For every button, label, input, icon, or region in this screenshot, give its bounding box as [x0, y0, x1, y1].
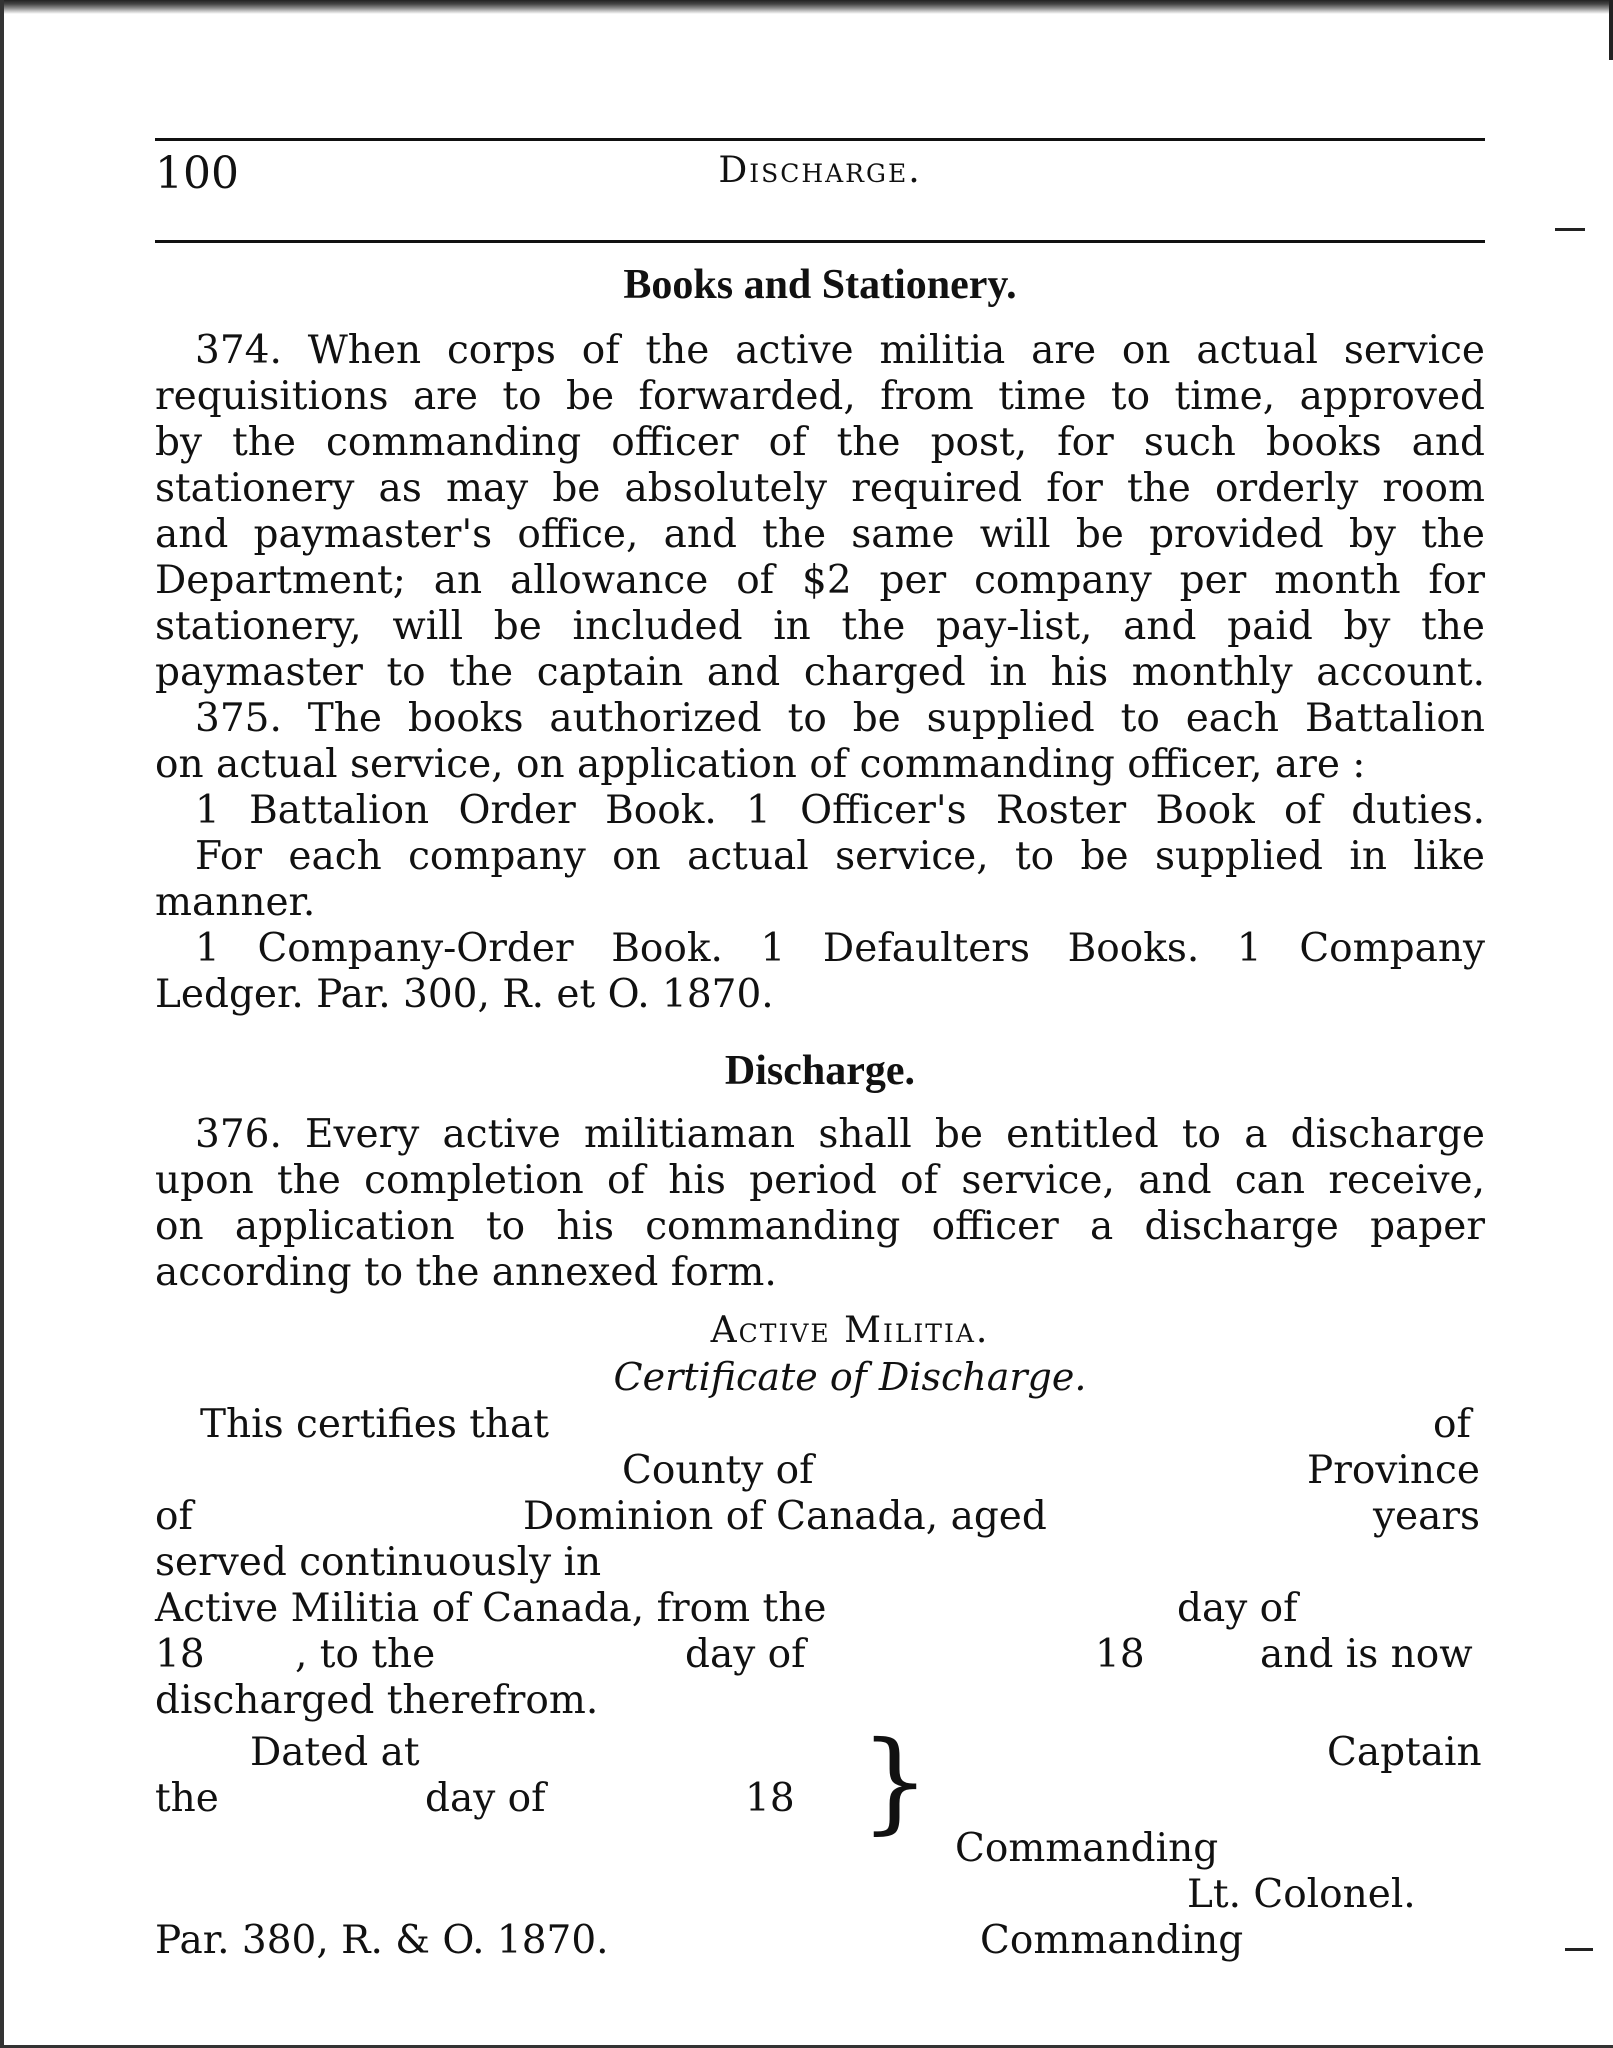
form-dated-at: Dated at: [250, 1730, 420, 1775]
form-year-prefix: 18: [745, 1776, 795, 1821]
form-certificate-title: Certificate of Discharge.: [613, 1355, 1087, 1399]
company-note-line: manner.: [155, 880, 316, 925]
section-heading-books: Books and Stationery.: [623, 262, 1017, 308]
form-day-of: day of: [685, 1632, 806, 1677]
para376-line: on application to his commanding officer a discharge paper: [155, 1204, 1485, 1249]
form-to-the: , to the: [295, 1632, 436, 1677]
form-of: of: [155, 1494, 193, 1539]
company-books-line: 1 Company-Order Book. 1 Defaulters Books. 1 Company: [195, 926, 1485, 971]
form-the: the: [155, 1776, 219, 1821]
scan-top-edge: [0, 0, 1613, 14]
form-captain: Captain: [1327, 1730, 1482, 1775]
form-served: served continuously in: [155, 1540, 602, 1585]
form-commanding: Commanding: [955, 1826, 1219, 1871]
para374-line: by the commanding officer of the post, for such books and: [155, 420, 1485, 465]
form-day-of: day of: [425, 1776, 546, 1821]
form-year-prefix: 18: [155, 1632, 205, 1677]
para374-line: stationery, will be included in the pay-list, and paid by the: [155, 604, 1485, 649]
scan-left-edge: [0, 0, 4, 2048]
header-top-rule: [155, 138, 1485, 141]
para376-line: according to the annexed form.: [155, 1250, 777, 1295]
form-reference: Par. 380, R. & O. 1870.: [155, 1918, 609, 1963]
para374-line: paymaster to the captain and charged in his monthly account.: [155, 650, 1485, 695]
scan-mark: [1555, 228, 1585, 231]
scan-mark: [1565, 1948, 1593, 1951]
form-org-title: Active Militia.: [710, 1310, 990, 1351]
form-province: Province: [1307, 1448, 1480, 1493]
scan-right-edge: [1609, 0, 1613, 60]
form-dominion: Dominion of Canada, aged: [523, 1494, 1047, 1539]
para375-line: 375. The books authorized to be supplied to each Battalion: [195, 696, 1485, 741]
battalion-books-line: 1 Battalion Order Book. 1 Officer's Roster Book of duties.: [195, 788, 1485, 833]
form-this-certifies: This certifies that: [200, 1402, 549, 1447]
form-commanding: Commanding: [980, 1918, 1244, 1963]
form-of: of: [1433, 1402, 1471, 1447]
section-heading-discharge: Discharge.: [724, 1048, 916, 1094]
para374-line: 374. When corps of the active militia are on actual service: [195, 328, 1485, 373]
form-county-of: County of: [622, 1448, 814, 1493]
para374-line: stationery as may be absolutely required for the orderly room: [155, 466, 1485, 511]
form-and-is-now: and is now: [1260, 1632, 1473, 1677]
signature-brace: }: [860, 1717, 930, 1845]
form-discharged: discharged therefrom.: [155, 1678, 599, 1723]
form-years: years: [1373, 1494, 1481, 1539]
para374-line: Department; an allowance of $2 per company per month for: [155, 558, 1485, 603]
running-title: Discharge.: [718, 150, 922, 191]
form-year-prefix: 18: [1095, 1632, 1145, 1677]
company-note-line: For each company on actual service, to be supplied in like: [195, 834, 1485, 879]
header-bottom-rule: [155, 240, 1485, 243]
para374-line: and paymaster's office, and the same will be provided by the: [155, 512, 1485, 557]
form-lt-colonel: Lt. Colonel.: [1187, 1872, 1416, 1917]
form-day-of: day of: [1177, 1586, 1298, 1631]
page-header: [155, 148, 1485, 208]
para376-line: upon the completion of his period of service, and can receive,: [155, 1158, 1485, 1203]
para376-line: 376. Every active militiaman shall be entitled to a discharge: [195, 1112, 1485, 1157]
page-number: 100: [155, 148, 239, 199]
form-active-militia: Active Militia of Canada, from the: [155, 1586, 827, 1631]
para375-line: on actual service, on application of commanding officer, are :: [155, 742, 1366, 787]
company-books-line: Ledger. Par. 300, R. et O. 1870.: [155, 972, 774, 1017]
para374-line: requisitions are to be forwarded, from time to time, approved: [155, 374, 1485, 419]
